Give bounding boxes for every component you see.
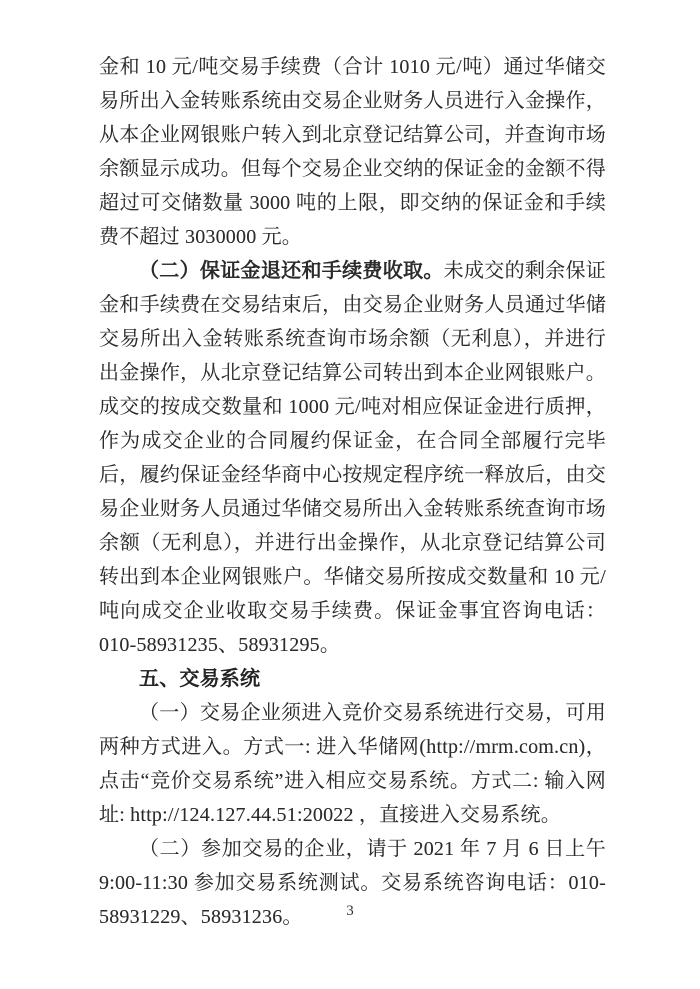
page-number: 3 <box>346 903 354 919</box>
document-body <box>99 50 606 934</box>
paragraph-trading-system-access: （一）交易企业须进入竞价交易系统进行交易，可用两种方式进入。方式一: 进入华储网(http://mrm.com.cn)，点击“竞价交易系统”进入相应交易系统。方式二: 输入网址: http://124.127.44.51:20022 ，直接进入交易系统。 <box>99 702 606 826</box>
paragraph-deposit-refund-body: 未成交的剩余保证金和手续费在交易结束后，由交易企业财务人员通过华储交易所出入金转账系统查询市场余额（无利息），并进行出金操作，从北京登记结算公司转出到本企业网银账户。成交的按成交数量和 1000 元/吨对相应保证金进行质押，作为成交企业的合同履约保证金，在合同全部履行完毕后，履约保证金经华商中心按规定程序统一释放后，由交易企业财务人员通过华储交易所出入金转账系统查询市场余额（无利息），并进行出金操作，从北京登记结算公司转出到本企业网银账户。华储交易所按成交数量和 10 元/吨向成交企业收取交易手续费。保证金事宜咨询电话：010-58931235、58931295。 <box>99 260 607 656</box>
section-heading-trading-system: 五、交易系统 <box>139 668 261 690</box>
paragraph-deposit-refund <box>99 254 606 662</box>
paragraph-deposit-refund-lead: （二）保证金退还和手续费收取。 <box>139 260 444 282</box>
paragraph-trading-system-test: （二）参加交易的企业，请于 2021 年 7 月 6 日上午 9:00-11:30 参加交易系统测试。交易系统咨询电话：010-58931229、58931236。 <box>99 838 606 928</box>
paragraph-deposit-payment-continuation: 金和 10 元/吨交易手续费（合计 1010 元/吨）通过华储交易所出入金转账系统由交易企业财务人员进行入金操作，从本企业网银账户转入到北京登记结算公司，并查询市场余额显示成功。但每个交易企业交纳的保证金的金额不得超过可交储数量 3000 吨的上限，即交纳的保证金和手续费不超过 3030000 元。 <box>99 56 606 248</box>
